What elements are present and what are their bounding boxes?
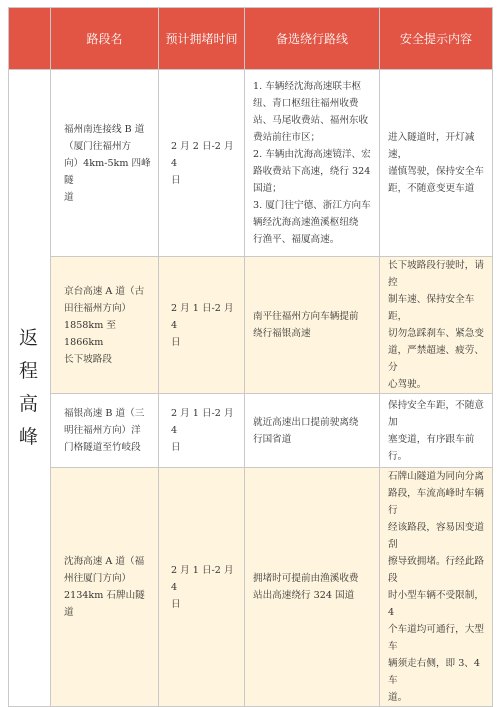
time-line: 2 月 1 日-2 月 4 — [171, 564, 234, 593]
time-line: 日 — [171, 598, 181, 610]
road-line: 向）4km-5km 四峰隧 — [64, 157, 151, 186]
header-safety-tip: 安全提示内容 — [380, 8, 493, 70]
tip-line: 道，严禁超速、疲劳、分 — [388, 345, 484, 373]
tip-line: 保持安全车距，不随意加 — [388, 399, 484, 428]
tip-line: 石牌山隧道为同向分离 — [388, 471, 484, 482]
header-congestion-time: 预计拥堵时间 — [159, 8, 245, 70]
congestion-time-cell — [159, 468, 245, 707]
detour-route-cell — [245, 394, 380, 468]
tip-line: 谨慎驾驶，保持安全车 — [388, 166, 484, 177]
table-row — [9, 468, 493, 707]
detour-route-cell — [245, 70, 380, 257]
route-line: 站出高速绕行 324 国道 — [253, 590, 355, 601]
section-char: 返 — [18, 327, 40, 349]
road-line: 福州南连接线 B 道 — [64, 123, 145, 135]
section-label-return-peak — [9, 70, 51, 707]
congestion-time-cell — [159, 257, 245, 394]
time-line: 2 月 2 日-2 月 4 — [171, 140, 234, 169]
header-road-name: 路段名 — [51, 8, 159, 70]
route-line: 辆经沈海高速渔溪枢纽绕 — [253, 217, 359, 228]
tip-line: 切勿急踩刹车、紧急变 — [388, 328, 484, 339]
road-line: 福银高速 B 道（三 — [64, 408, 145, 419]
route-line: 行国省道 — [253, 433, 292, 445]
congestion-time-cell — [159, 70, 245, 257]
tip-line: 长下坡路段行驶时，请控 — [388, 260, 484, 288]
detour-route-cell — [245, 257, 380, 394]
section-char: 程 — [18, 360, 40, 382]
route-line: 路收费站下高速，绕行 324 — [253, 166, 371, 177]
route-line: 绕行福银高速 — [253, 328, 311, 339]
road-line: 明往福州方向）洋 — [64, 425, 141, 436]
congestion-time-cell — [159, 394, 245, 468]
road-line: 道 — [64, 191, 74, 203]
route-line: 就近高速出口提前驶离绕 — [253, 416, 359, 428]
tip-line: 制车速、保持安全车距， — [388, 294, 475, 322]
tip-line: 时小型车辆不受限制，4 — [388, 590, 484, 618]
tip-line: 个车道均可通行，大型车 — [388, 624, 484, 652]
tip-line: 路段，车流高峰时车辆行 — [388, 488, 484, 516]
road-name-cell — [51, 257, 159, 394]
road-line: 沈海高速 A 道（福 — [64, 556, 145, 567]
safety-tip-cell — [380, 257, 493, 394]
route-line: 国道； — [253, 183, 282, 194]
route-line: 站、马尾收费站、福州东收 — [253, 115, 369, 126]
safety-tip-cell — [380, 394, 493, 468]
tip-line: 道。 — [388, 692, 408, 703]
road-line: 京台高速 A 道（古 — [64, 285, 145, 297]
road-line: 州往厦门方向） — [64, 573, 132, 584]
time-line: 2 月 1 日-2 月 4 — [171, 408, 234, 436]
table-row — [9, 394, 493, 468]
time-line: 日 — [171, 442, 181, 453]
table-row — [9, 257, 493, 394]
header-row — [9, 8, 493, 70]
route-line: 拥堵时可提前由渔溪收费 — [253, 573, 359, 584]
traffic-advisory-table — [8, 7, 493, 707]
tip-line: 辆须走右侧，即 3、4 车 — [388, 658, 481, 686]
detour-route-cell — [245, 468, 380, 707]
section-char: 高 — [18, 393, 40, 415]
road-name-cell — [51, 394, 159, 468]
time-line: 日 — [171, 336, 181, 348]
road-line: 田往福州方向） — [64, 302, 132, 314]
road-name-cell — [51, 70, 159, 257]
tip-line: 塞变道，有序跟车前行。 — [388, 433, 475, 462]
route-line: 2. 车辆由沈海高速镜洋、宏 — [253, 149, 371, 160]
road-line: 门格隧道至竹岐段 — [64, 442, 141, 453]
road-name-cell — [51, 468, 159, 707]
route-line: 南平往福州方向车辆提前 — [253, 311, 359, 322]
tip-line: 擦导致拥堵。行经此路段 — [388, 556, 484, 584]
tip-line: 距，不随意变更车道 — [388, 183, 475, 194]
road-line: 1858km 至 1866km — [64, 319, 116, 348]
tip-line: 经该路段，容易因变道刮 — [388, 522, 484, 550]
table-row — [9, 70, 493, 257]
traffic-table-container — [8, 7, 493, 707]
tip-line: 进入隧道时，开灯减速， — [388, 132, 475, 160]
road-line: 2134km 石牌山隧道 — [64, 590, 145, 618]
header-blank — [9, 8, 51, 70]
route-line: 1. 车辆经沈海高速联丰枢 — [253, 81, 362, 92]
route-line: 纽、青口枢纽往福州收费 — [253, 98, 359, 109]
time-line: 日 — [171, 174, 181, 186]
safety-tip-cell — [380, 70, 493, 257]
safety-tip-cell — [380, 468, 493, 707]
header-detour-route: 备选绕行路线 — [245, 8, 380, 70]
road-line: （厦门往福州方 — [64, 140, 132, 152]
time-line: 2 月 1 日-2 月 4 — [171, 302, 234, 331]
route-line: 3. 厦门往宁德、浙江方向车 — [253, 200, 371, 211]
tip-line: 心驾驶。 — [388, 379, 427, 390]
route-line: 费站前往市区； — [253, 132, 321, 143]
route-line: 行渔平、福厦高速。 — [253, 234, 340, 245]
road-line: 长下坡路段 — [64, 353, 112, 365]
section-char: 峰 — [18, 426, 40, 448]
